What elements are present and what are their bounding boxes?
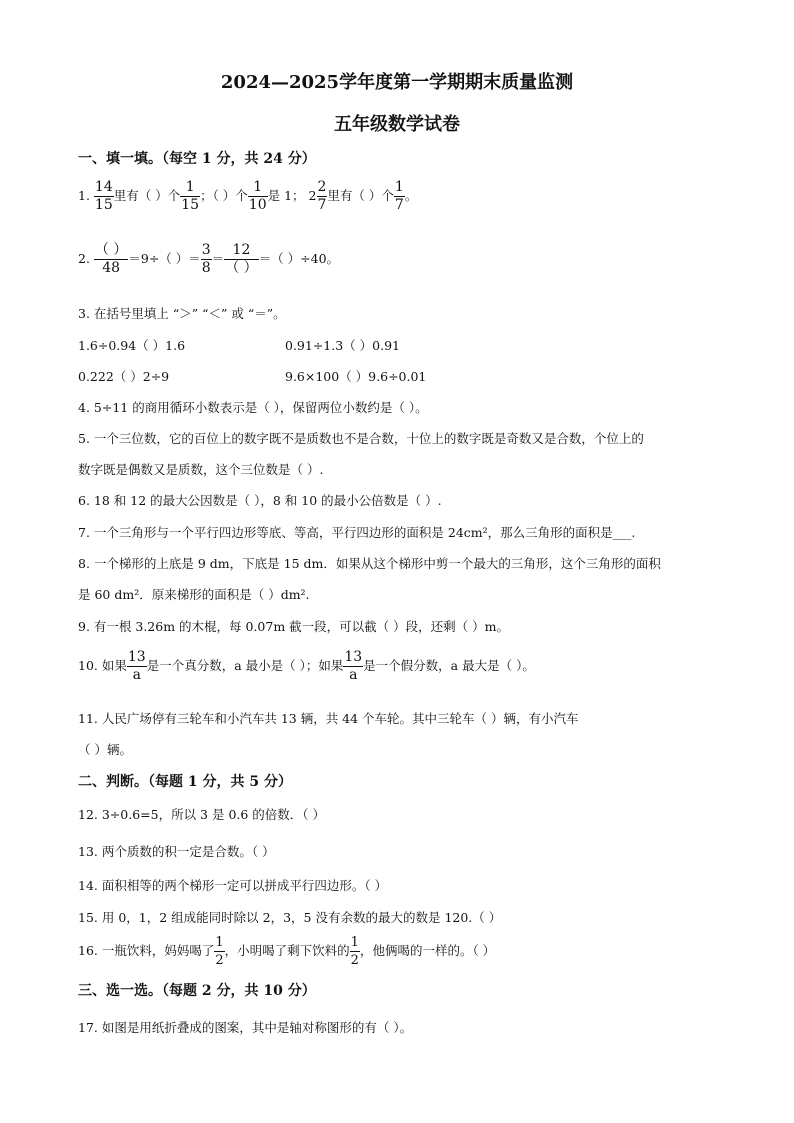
question-1: [78, 180, 417, 213]
exam-title: 2024—2025学年度第一学期期末质量监测: [220, 72, 574, 93]
exam-subtitle: 五年级数学试卷: [334, 114, 460, 135]
question-15: 15. 用 0，1，2 组成能同时除以 2，3，5 没有余数的最大的数是 120.（ ）: [78, 910, 502, 925]
q1-number: 1.: [78, 188, 90, 203]
fraction-2-7: $\frac{2}{7}$: [317, 179, 327, 213]
q3-row2-left: 0.222（ ）2÷9: [78, 369, 170, 384]
fraction-1-7: $\frac{1}{7}$: [394, 179, 404, 213]
q2-text-3: ＝（ ）÷40。: [258, 251, 340, 266]
section-choice: 三、选一选。（每题 2 分，共 10 分）: [78, 983, 316, 999]
q3-row2-right: 9.6×100（ ）9.6÷0.01: [285, 369, 427, 384]
q1-text-2: ；（ ）个: [200, 188, 248, 203]
question-8-line-2: 是 60 dm²．原来梯形的面积是（ ）dm².: [78, 587, 310, 602]
question-10: [78, 650, 535, 683]
q10-text-1: 是一个真分数，a 最小是（ ）；如果: [146, 658, 344, 673]
fraction-3-8: $\frac{3}{8}$: [201, 242, 211, 276]
question-3: 3. 在括号里填上 “＞” “＜” 或 “＝”。: [78, 306, 286, 321]
q3-row1-right: 0.91÷1.3（ ）0.91: [285, 338, 400, 353]
q16-text-2: ，小明喝了剩下饮料的: [224, 943, 350, 958]
question-9: 9. 有一根 3.26m 的木棍，每 0.07m 截一段，可以截（ ）段，还剩（ ）m。: [78, 619, 509, 634]
question-7: 7. 一个三角形与一个平行四边形等底、等高，平行四边形的面积是 24cm²，那么三角形的面积是___.: [78, 525, 636, 540]
question-8-line-1: 8. 一个梯形的上底是 9 dm，下底是 15 dm．如果从这个梯形中剪一个最大的三角形，这个三角形的面积: [78, 556, 661, 571]
question-13: 13. 两个质数的积一定是合数。（ ）: [78, 844, 275, 859]
question-6: 6. 18 和 12 的最大公因数是（ ），8 和 10 的最小公倍数是（ ）.: [78, 493, 442, 508]
q16-text-1: 16. 一瓶饮料，妈妈喝了: [78, 943, 215, 958]
question-5-line-1: 5. 一个三位数，它的百位上的数字既不是质数也不是合数，十位上的数字既是奇数又是合数，个位上的: [78, 431, 644, 446]
q10-lead: 10. 如果: [78, 658, 127, 673]
q2-number: 2.: [78, 251, 90, 266]
q16-text-3: ，他俩喝的一样的。（ ）: [359, 943, 496, 958]
fraction-1-15: $\frac{1}{15}$: [181, 179, 200, 213]
fraction-1-10: $\frac{1}{10}$: [248, 179, 267, 213]
q2-text-1: ＝9÷（ ）＝: [128, 251, 201, 266]
fraction-13-a-2: $\frac{13}{a}$: [344, 649, 363, 683]
fraction-1-2-b: $\frac{1}{2}$: [350, 935, 359, 968]
q1-text-1: 里有（ ）个: [113, 188, 181, 203]
question-4: 4. 5÷11 的商用循环小数表示是（ ），保留两位小数约是（ ）。: [78, 400, 428, 415]
question-2: [78, 243, 339, 276]
question-17: 17. 如图是用纸折叠成的图案，其中是轴对称图形的有（ ）。: [78, 1020, 413, 1035]
q2-text-2: ＝: [211, 251, 225, 266]
q10-text-2: 是一个假分数，a 最大是（ ）。: [363, 658, 535, 673]
mixed-whole: 2: [308, 188, 317, 203]
q1-text-4: 里有（ ）个: [327, 188, 394, 203]
fraction-blank-48: $\frac{( )}{48}$: [94, 242, 128, 276]
question-11-line-2: （ ）辆。: [78, 742, 132, 757]
q1-text-3: 是 1；: [267, 188, 305, 203]
question-5-line-2: 数字既是偶数又是质数，这个三位数是（ ）.: [78, 462, 324, 477]
question-16: [78, 935, 495, 968]
fraction-12-blank: $\frac{12}{( )}$: [225, 242, 258, 276]
fraction-14-15: $\frac{14}{15}$: [94, 179, 113, 213]
question-11-line-1: 11. 人民广场停有三轮车和小汽车共 13 辆，共 44 个车轮。其中三轮车（ ）辆，有小汽车: [78, 711, 579, 726]
fraction-1-2: $\frac{1}{2}$: [215, 935, 224, 968]
section-judge: 二、判断。（每题 1 分，共 5 分）: [78, 774, 292, 790]
question-14: 14. 面积相等的两个梯形一定可以拼成平行四边形。（ ）: [78, 878, 388, 893]
question-12: 12. 3÷0.6=5，所以 3 是 0.6 的倍数．（ ）: [78, 807, 326, 822]
q3-row1-left: 1.6÷0.94（ ）1.6: [78, 338, 186, 353]
fraction-13-a: $\frac{13}{a}$: [127, 649, 146, 683]
section-fill-in: 一、填一填。（每空 1 分，共 24 分）: [78, 151, 316, 167]
q1-text-5: 。: [404, 188, 418, 203]
